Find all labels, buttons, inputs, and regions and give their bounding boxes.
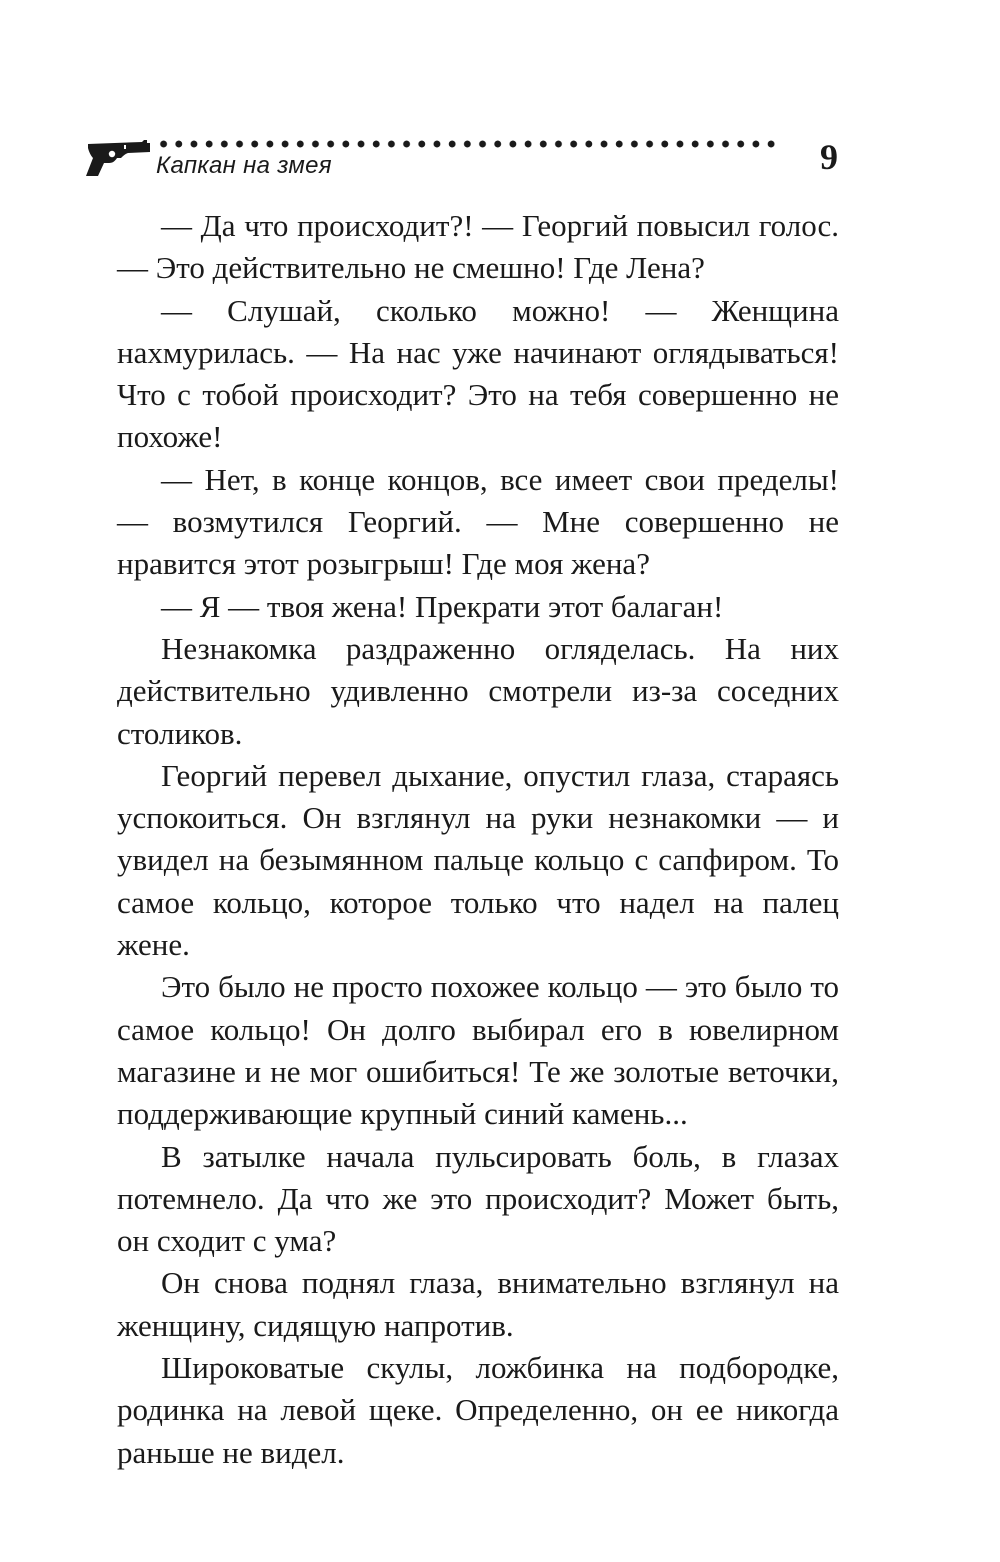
paragraph: — Слушай, сколько можно! — Женщина нахмурилась. — На нас уже начинают оглядываться! Что с тобой происходит? Это на тебя совершенно не похоже! [117,292,839,455]
body-text [117,205,839,1474]
paragraph: — Да что происходит?! — Георгий повысил голос. — Это действительно не смешно! Где Лена? [117,208,839,286]
paragraph: — Я — твоя жена! Прекрати этот балаган! [161,588,724,624]
dotted-rule [156,139,776,149]
paragraph: Георгий перевел дыхание, опустил глаза, стараясь успокоиться. Он взглянул на руки незнакомки — и увидел на безымянном пальце кольцо с сапфиром. То самое кольцо, которое только что надел на палец жене. [117,757,839,963]
page-number: 9 [820,137,838,177]
running-title: Капкан на змея [156,152,332,179]
paragraph: Он снова поднял глаза, внимательно взглянул на женщину, сидящую напротив. [117,1265,839,1343]
page-header [84,128,854,188]
paragraph: Незнакомка раздраженно огляделась. На них действительно удивленно смотрели из-за соседних столиков. [117,630,839,751]
revolver-icon [84,132,154,178]
paragraph: В затылке начала пульсировать боль, в глазах потемнело. Да что же это происходит? Может быть, он сходит с ума? [117,1138,839,1259]
paragraph: Широковатые скулы, ложбинка на подбородке, родинка на левой щеке. Определенно, он ее никогда раньше не видел. [117,1350,839,1470]
paragraph: Это было не просто похожее кольцо — это было то самое кольцо! Он долго выбирал его в ювелирном магазине и не мог ошибиться! Те же золотые веточки, поддерживающие крупный синий камень... [117,969,839,1132]
paragraph: — Нет, в конце концов, все имеет свои пределы! — возмутился Георгий. — Мне совершенно не нравится этот розыгрыш! Где моя жена? [117,461,839,582]
